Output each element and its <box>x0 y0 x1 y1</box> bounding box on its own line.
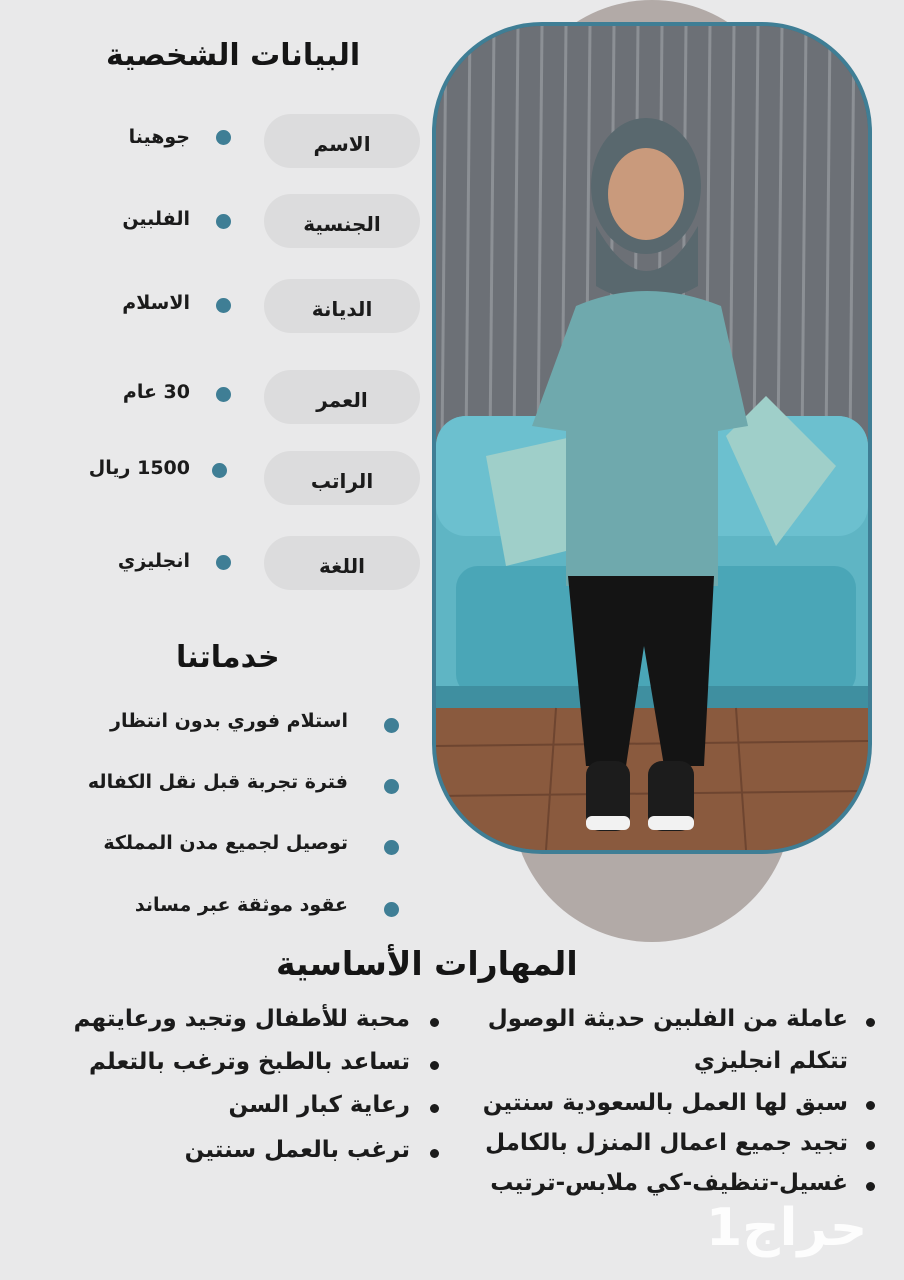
service-item: استلام فوري بدون انتظار <box>110 710 348 732</box>
bullet-icon <box>866 1141 875 1150</box>
age-label: العمر <box>264 370 420 424</box>
skill-item: محبة للأطفال وتجيد ورعايتهم <box>73 1006 410 1032</box>
nationality-value: الفلبين <box>122 208 190 230</box>
bullet-icon <box>212 463 227 478</box>
bullet-icon <box>216 298 231 313</box>
bullet-icon <box>216 214 231 229</box>
bullet-icon <box>430 1018 439 1027</box>
skill-item: تجيد جميع اعمال المنزل بالكامل <box>485 1130 848 1156</box>
bullet-icon <box>216 130 231 145</box>
skill-item: غسيل-تنظيف-كي ملابس-ترتيب <box>490 1170 848 1196</box>
skill-item: تتكلم انجليزي <box>693 1048 848 1074</box>
bullet-icon <box>430 1104 439 1113</box>
language-label: اللغة <box>264 536 420 590</box>
worker-photo <box>432 22 872 854</box>
salary-value: 1500 ريال <box>88 457 190 479</box>
religion-value: الاسلام <box>122 292 190 314</box>
watermark-logo: حراج1 <box>706 1198 868 1258</box>
bullet-icon <box>866 1101 875 1110</box>
bullet-icon <box>216 555 231 570</box>
service-item: توصيل لجميع مدن المملكة <box>103 832 348 854</box>
bullet-icon <box>866 1182 875 1191</box>
bullet-icon <box>384 840 399 855</box>
nationality-label: الجنسية <box>264 194 420 248</box>
bullet-icon <box>216 387 231 402</box>
skill-item: سبق لها العمل بالسعودية سنتين <box>482 1090 848 1116</box>
service-item: عقود موثقة عبر مساند <box>134 894 348 916</box>
skills-title: المهارات الأساسية <box>276 944 578 983</box>
services-title: خدماتنا <box>176 640 280 675</box>
skill-item: عاملة من الفلبين حديثة الوصول <box>487 1006 848 1032</box>
salary-label: الراتب <box>264 451 420 505</box>
name-label: الاسم <box>264 114 420 168</box>
service-item: فترة تجربة قبل نقل الكفاله <box>87 771 348 793</box>
bullet-icon <box>384 902 399 917</box>
language-value: انجليزي <box>117 550 190 572</box>
personal-data-title: البيانات الشخصية <box>106 38 361 73</box>
bullet-icon <box>384 718 399 733</box>
bullet-icon <box>866 1018 875 1027</box>
name-value: جوهينا <box>128 126 190 148</box>
skill-item: تساعد بالطبخ وترغب بالتعلم <box>89 1049 410 1075</box>
bullet-icon <box>384 779 399 794</box>
skill-item: ترغب بالعمل سنتين <box>184 1137 410 1163</box>
skill-item: رعاية كبار السن <box>228 1092 410 1118</box>
bullet-icon <box>430 1149 439 1158</box>
age-value: 30 عام <box>122 381 190 403</box>
bullet-icon <box>430 1061 439 1070</box>
religion-label: الديانة <box>264 279 420 333</box>
